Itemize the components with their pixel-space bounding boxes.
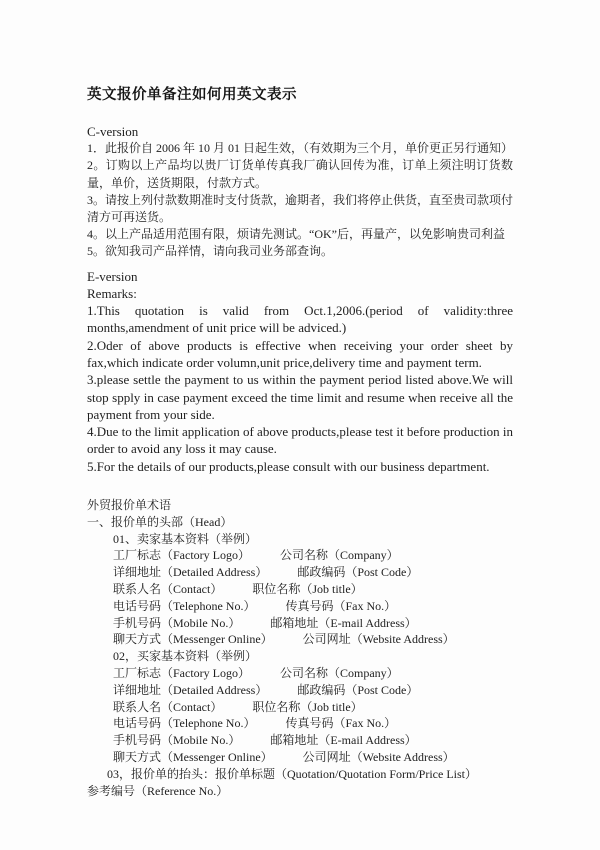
term-left: 电话号码（Telephone No.） [113, 598, 256, 613]
term-left: 详细地址（Detailed Address） [113, 682, 268, 697]
terms-item-03-line-1: 03，报价单的抬头：报价单标题（Quotation/Quotation Form/Price List） [107, 766, 477, 781]
term-right: 公司名称（Company） [280, 665, 399, 680]
term-row [113, 682, 513, 699]
term-right: 公司网址（Website Address） [302, 632, 455, 647]
term-right: 职位名称（Job title） [252, 581, 363, 596]
term-row [113, 564, 513, 581]
term-row [113, 665, 513, 682]
c-version-label: C-version [87, 124, 139, 139]
term-right: 邮箱地址（E-mail Address） [270, 615, 417, 630]
term-row [113, 699, 513, 716]
term-right: 公司网址（Website Address） [302, 749, 455, 764]
term-left: 手机号码（Mobile No.） [113, 733, 241, 748]
term-row [113, 598, 513, 615]
term-right: 传真号码（Fax No.） [285, 716, 397, 731]
terms-heading: 一、报价单的头部（Head） [87, 514, 233, 529]
e-version-item-2: 2.Oder of above products is effective when receiving your order sheet by fax,which indicate order volumn,unit price,delivery time and payment term. [87, 337, 513, 370]
terms-group-1-label: 01、卖家基本资料（举例） [113, 531, 258, 546]
c-version-item-5: 5。欲知我司产品祥情，请向我司业务部查询。 [87, 244, 334, 259]
terms-title: 外贸报价单术语 [87, 498, 172, 512]
e-version-item-3: 3.please settle the payment to us within the payment period listed above.We will stop spply in case payment exceed the time limit and resume when receive all the payment from your side. [87, 372, 513, 422]
remarks-label: Remarks: [87, 285, 137, 301]
term-right: 公司名称（Company） [280, 548, 399, 563]
term-left: 联系人名（Contact） [113, 699, 223, 714]
term-right: 邮箱地址（E-mail Address） [270, 733, 417, 748]
term-right: 邮政编码（Post Code） [297, 682, 419, 697]
term-row [113, 631, 513, 648]
term-row [113, 732, 513, 749]
term-left: 聊天方式（Messenger Online） [113, 632, 273, 647]
e-version-label: E-version [87, 268, 138, 284]
term-row [113, 581, 513, 598]
document-content [87, 87, 513, 799]
term-row [113, 749, 513, 766]
e-version-item-4: 4.Due to the limit application of above products,please test it before production in order to avoid any loss it may cause. [87, 424, 513, 457]
term-left: 工厂标志（Factory Logo） [113, 548, 250, 563]
c-version-item-2: 2。订购以上产品均以贵厂订货单传真我厂确认回传为准，订单上须注明订货数量，单价，送货期限，付款方式。 [87, 158, 513, 190]
c-version-section [87, 123, 513, 261]
c-version-item-3: 3。请按上列付款数期准时支付货款，逾期者，我们将停止供货，直至贵司款项付清方可再送货。 [87, 192, 514, 225]
c-version-item-1: 1．此报价自 2006 年 10 月 01 日起生效，（有效期为三个月，单价更正另行通知） [87, 141, 514, 156]
term-right: 传真号码（Fax No.） [285, 598, 397, 613]
term-row [113, 715, 513, 732]
term-left: 手机号码（Mobile No.） [113, 615, 241, 630]
term-left: 工厂标志（Factory Logo） [113, 665, 250, 680]
term-left: 详细地址（Detailed Address） [113, 565, 268, 580]
term-row [113, 615, 513, 632]
term-right: 邮政编码（Post Code） [297, 565, 419, 580]
terms-item-03-line-2: 参考编号（Reference No.） [87, 783, 229, 798]
terms-group-2-label: 02，买家基本资料（举例） [113, 649, 258, 664]
e-version-item-1: 1.This quotation is valid from Oct.1,2006.(period of validity:three months,amendment of unit price will be adviced.) [87, 303, 513, 336]
e-version-section [87, 268, 513, 475]
e-version-item-5: 5.For the details of our products,please consult with our business department. [87, 458, 490, 474]
term-left: 电话号码（Telephone No.） [113, 716, 256, 731]
term-left: 联系人名（Contact） [113, 581, 223, 596]
terms-section [87, 497, 513, 799]
term-row [113, 547, 513, 564]
document-title: 英文报价单备注如何用英文表示 [87, 87, 297, 103]
c-version-item-4: 4。以上产品适用范围有限，烦请先测试。“OK”后，再量产，以免影响贵司利益 [87, 227, 505, 242]
term-left: 聊天方式（Messenger Online） [113, 749, 273, 764]
term-right: 职位名称（Job title） [252, 699, 363, 714]
